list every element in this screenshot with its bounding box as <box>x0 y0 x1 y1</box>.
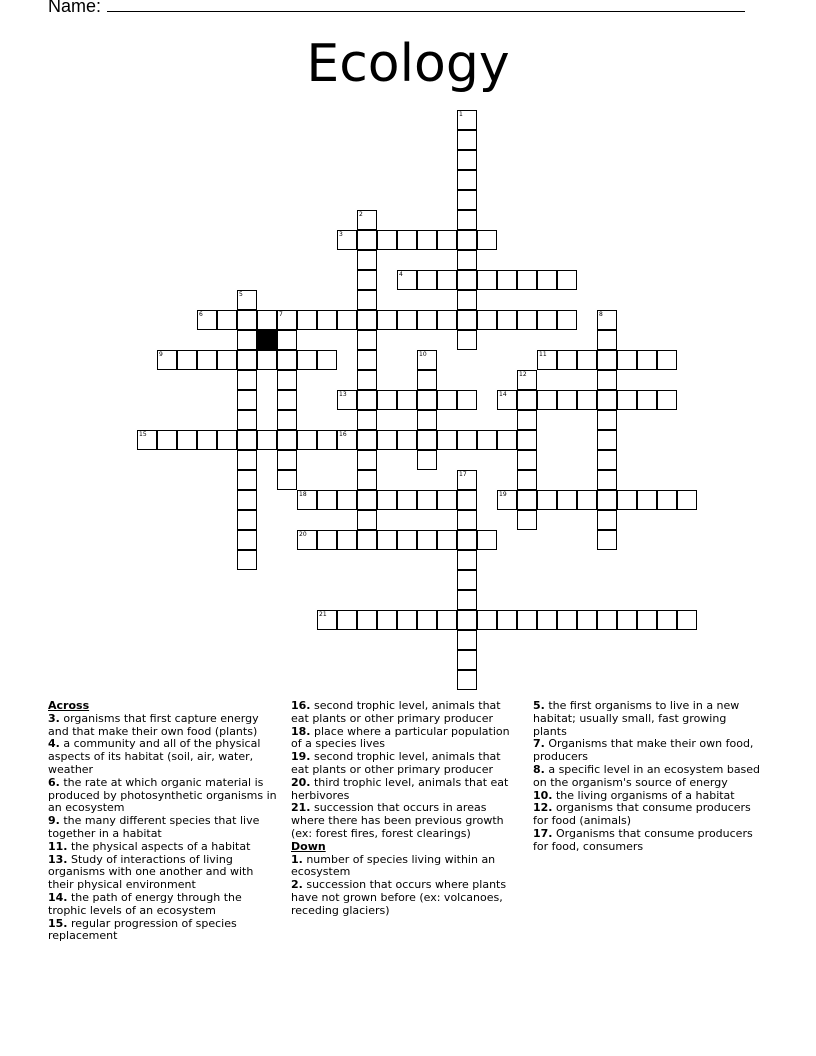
clue-number: 4. <box>48 737 60 751</box>
grid-cell[interactable] <box>497 270 517 290</box>
clue-number: 15 <box>139 431 147 438</box>
grid-cell[interactable] <box>337 530 357 550</box>
grid-cell[interactable] <box>377 610 397 630</box>
down-clue-list-1 <box>291 854 521 918</box>
grid-cell[interactable] <box>357 350 377 370</box>
grid-cell[interactable] <box>357 210 377 230</box>
grid-cell[interactable] <box>277 370 297 390</box>
grid-cell[interactable] <box>457 130 477 150</box>
grid-cell[interactable] <box>457 290 477 310</box>
clue-number: 2 <box>359 211 363 218</box>
clues-column-1 <box>48 700 278 943</box>
grid-cell[interactable] <box>457 390 477 410</box>
clue-number: 17 <box>459 471 467 478</box>
grid-cell[interactable] <box>157 350 177 370</box>
clue-number: 13 <box>339 391 347 398</box>
clue-number: 20 <box>299 531 307 538</box>
grid-cell[interactable] <box>377 390 397 410</box>
grid-cell[interactable] <box>377 530 397 550</box>
grid-cell[interactable] <box>257 430 277 450</box>
grid-cell[interactable] <box>597 310 617 330</box>
clue-number: 11 <box>539 351 547 358</box>
clue-number: 15. <box>48 916 68 930</box>
grid-cell[interactable] <box>357 410 377 430</box>
clue-number: 9 <box>159 351 163 358</box>
clue-text: organisms that consume producers for food (animals) <box>533 801 751 828</box>
grid-cell[interactable] <box>437 230 457 250</box>
grid-cell[interactable] <box>257 350 277 370</box>
grid-cell[interactable] <box>537 390 557 410</box>
grid-cell[interactable] <box>477 610 497 630</box>
clue-text: Study of interactions of living organisms with one another and with their physical environment <box>48 852 254 892</box>
grid-cell[interactable] <box>377 230 397 250</box>
clue-number: 19 <box>499 491 507 498</box>
clue-number: 18. <box>291 724 311 738</box>
clue-text: a specific level in an ecosystem based on the organism's source of energy <box>533 762 761 789</box>
grid-cell[interactable] <box>537 610 557 630</box>
grid-cell[interactable] <box>237 310 257 330</box>
grid-cell[interactable] <box>257 310 277 330</box>
grid-cell[interactable] <box>477 310 497 330</box>
grid-cell[interactable] <box>277 390 297 410</box>
page-title: Ecology <box>306 34 510 94</box>
grid-cell[interactable] <box>657 610 677 630</box>
clue-text: Organisms that consume producers for food, consumers <box>533 826 753 853</box>
grid-cell[interactable] <box>437 530 457 550</box>
grid-cell[interactable] <box>237 530 257 550</box>
grid-cell[interactable] <box>217 310 237 330</box>
grid-cell[interactable] <box>317 430 337 450</box>
grid-cell[interactable] <box>597 350 617 370</box>
clues-column-3 <box>533 700 763 854</box>
grid-cell[interactable] <box>477 530 497 550</box>
grid-cell[interactable] <box>237 350 257 370</box>
grid-cell[interactable] <box>357 330 377 350</box>
across-clue <box>291 726 521 752</box>
grid-cell[interactable] <box>297 350 317 370</box>
grid-cell[interactable] <box>497 390 517 410</box>
grid-cell[interactable] <box>577 490 597 510</box>
grid-cell[interactable] <box>297 530 317 550</box>
grid-cell[interactable] <box>277 330 297 350</box>
grid-cell[interactable] <box>537 310 557 330</box>
grid-cell[interactable] <box>237 430 257 450</box>
grid-cell[interactable] <box>557 490 577 510</box>
grid-cell[interactable] <box>377 430 397 450</box>
grid-cell[interactable] <box>317 530 337 550</box>
grid-cell[interactable] <box>437 490 457 510</box>
grid-cell[interactable] <box>617 490 637 510</box>
grid-cell[interactable] <box>517 490 537 510</box>
clue-number: 13. <box>48 852 68 866</box>
grid-block-cell <box>257 330 277 350</box>
grid-cell[interactable] <box>597 450 617 470</box>
grid-cell[interactable] <box>557 310 577 330</box>
grid-cell[interactable] <box>577 390 597 410</box>
clue-number: 6 <box>199 311 203 318</box>
grid-cell[interactable] <box>437 430 457 450</box>
grid-cell[interactable] <box>237 410 257 430</box>
down-clue <box>533 700 763 738</box>
down-clue <box>291 854 521 880</box>
clue-number: 1. <box>291 852 303 866</box>
down-clue <box>533 802 763 828</box>
grid-cell[interactable] <box>357 250 377 270</box>
grid-cell[interactable] <box>577 350 597 370</box>
clue-text: succession that occurs where plants have not grown before (ex: volcanoes, receding glaciers) <box>291 878 507 917</box>
grid-cell[interactable] <box>417 230 437 250</box>
grid-cell[interactable] <box>397 230 417 250</box>
grid-cell[interactable] <box>457 330 477 350</box>
across-clue <box>291 700 521 726</box>
across-clue <box>48 854 278 892</box>
down-heading: Down <box>291 839 326 853</box>
grid-cell[interactable] <box>677 490 697 510</box>
grid-cell[interactable] <box>637 390 657 410</box>
grid-cell[interactable] <box>417 450 437 470</box>
grid-cell[interactable] <box>457 610 477 630</box>
grid-cell[interactable] <box>397 270 417 290</box>
grid-cell[interactable] <box>457 430 477 450</box>
grid-cell[interactable] <box>497 610 517 630</box>
across-clue <box>48 713 278 739</box>
clue-text: succession that occurs in areas where there has been previous growth (ex: forest fires, forest clearings) <box>291 801 504 840</box>
grid-cell[interactable] <box>457 590 477 610</box>
grid-cell[interactable] <box>357 470 377 490</box>
grid-cell[interactable] <box>357 290 377 310</box>
grid-cell[interactable] <box>457 170 477 190</box>
grid-cell[interactable] <box>417 390 437 410</box>
grid-cell[interactable] <box>397 390 417 410</box>
grid-cell[interactable] <box>457 250 477 270</box>
down-clue-list-2 <box>533 700 763 854</box>
grid-cell[interactable] <box>317 490 337 510</box>
clue-number: 20. <box>291 775 311 789</box>
clue-number: 10 <box>419 351 427 358</box>
grid-cell[interactable] <box>517 430 537 450</box>
grid-cell[interactable] <box>397 610 417 630</box>
grid-cell[interactable] <box>497 310 517 330</box>
grid-cell[interactable] <box>137 430 157 450</box>
grid-cell[interactable] <box>197 310 217 330</box>
grid-cell[interactable] <box>457 270 477 290</box>
clue-text: the many different species that live together in a habitat <box>48 814 260 840</box>
grid-cell[interactable] <box>357 510 377 530</box>
grid-cell[interactable] <box>337 310 357 330</box>
grid-cell[interactable] <box>357 390 377 410</box>
grid-cell[interactable] <box>457 530 477 550</box>
grid-cell[interactable] <box>357 310 377 330</box>
grid-cell[interactable] <box>517 310 537 330</box>
down-clue <box>533 738 763 764</box>
clue-number: 19. <box>291 750 311 764</box>
grid-cell[interactable] <box>537 270 557 290</box>
grid-cell[interactable] <box>517 390 537 410</box>
grid-cell[interactable] <box>337 230 357 250</box>
across-clue-list-1 <box>48 713 278 943</box>
clue-text: the physical aspects of a habitat <box>67 839 251 853</box>
clue-text: a community and all of the physical aspects of its habitat (soil, air, water, weather <box>48 737 261 776</box>
clue-number: 12 <box>519 371 527 378</box>
grid-cell[interactable] <box>277 410 297 430</box>
clue-number: 3. <box>48 711 60 725</box>
grid-cell[interactable] <box>577 610 597 630</box>
grid-cell[interactable] <box>657 350 677 370</box>
grid-cell[interactable] <box>517 510 537 530</box>
clue-number: 14. <box>48 890 68 904</box>
grid-cell[interactable] <box>457 210 477 230</box>
grid-cell[interactable] <box>637 490 657 510</box>
grid-cell[interactable] <box>397 490 417 510</box>
grid-cell[interactable] <box>457 470 477 490</box>
across-clue <box>48 777 278 815</box>
grid-cell[interactable] <box>597 490 617 510</box>
grid-cell[interactable] <box>457 230 477 250</box>
across-clue <box>48 738 278 776</box>
grid-cell[interactable] <box>557 390 577 410</box>
grid-cell[interactable] <box>557 350 577 370</box>
grid-cell[interactable] <box>177 350 197 370</box>
grid-cell[interactable] <box>497 490 517 510</box>
clue-number: 11. <box>48 839 68 853</box>
grid-cell[interactable] <box>557 270 577 290</box>
grid-cell[interactable] <box>357 490 377 510</box>
grid-cell[interactable] <box>237 550 257 570</box>
grid-cell[interactable] <box>417 410 437 430</box>
clue-text: the first organisms to live in a new habitat; usually small, fast growing plants <box>533 699 740 738</box>
grid-cell[interactable] <box>597 510 617 530</box>
across-clue <box>48 918 278 944</box>
grid-cell[interactable] <box>457 550 477 570</box>
clue-number: 5. <box>533 699 545 712</box>
grid-cell[interactable] <box>417 370 437 390</box>
down-clue <box>291 879 521 917</box>
across-clue <box>48 892 278 918</box>
grid-cell[interactable] <box>537 350 557 370</box>
grid-cell[interactable] <box>457 670 477 690</box>
grid-cell[interactable] <box>357 230 377 250</box>
clue-text: the living organisms of a habitat <box>552 788 735 802</box>
clue-text: place where a particular population of a species lives <box>291 724 510 751</box>
clue-text: number of species living within an ecosystem <box>291 852 496 879</box>
grid-cell[interactable] <box>417 430 437 450</box>
clue-number: 1 <box>459 111 463 118</box>
grid-cell[interactable] <box>537 490 557 510</box>
grid-cell[interactable] <box>337 430 357 450</box>
grid-cell[interactable] <box>597 530 617 550</box>
grid-cell[interactable] <box>357 370 377 390</box>
grid-cell[interactable] <box>457 510 477 530</box>
clues-column-2 <box>291 700 521 918</box>
clue-text: second trophic level, animals that eat plants or other primary producer <box>291 699 501 725</box>
grid-cell[interactable] <box>517 270 537 290</box>
grid-cell[interactable] <box>377 490 397 510</box>
grid-cell[interactable] <box>497 430 517 450</box>
grid-cell[interactable] <box>557 610 577 630</box>
clue-text: organisms that first capture energy and that make their own food (plants) <box>48 711 259 738</box>
grid-cell[interactable] <box>457 150 477 170</box>
grid-cell[interactable] <box>597 330 617 350</box>
grid-cell[interactable] <box>457 490 477 510</box>
clue-number: 2. <box>291 878 303 892</box>
across-clue <box>291 802 521 840</box>
grid-cell[interactable] <box>617 350 637 370</box>
grid-cell[interactable] <box>377 310 397 330</box>
clue-number: 6. <box>48 775 60 789</box>
grid-cell[interactable] <box>637 610 657 630</box>
clue-number: 5 <box>239 291 243 298</box>
grid-cell[interactable] <box>277 310 297 330</box>
grid-cell[interactable] <box>477 230 497 250</box>
grid-cell[interactable] <box>417 350 437 370</box>
grid-cell[interactable] <box>437 610 457 630</box>
grid-cell[interactable] <box>597 390 617 410</box>
grid-cell[interactable] <box>417 530 437 550</box>
grid-cell[interactable] <box>417 270 437 290</box>
clue-number: 7 <box>279 311 283 318</box>
grid-cell[interactable] <box>197 350 217 370</box>
clue-number: 10. <box>533 788 553 802</box>
grid-cell[interactable] <box>357 610 377 630</box>
grid-cell[interactable] <box>297 490 317 510</box>
grid-cell[interactable] <box>237 510 257 530</box>
grid-cell[interactable] <box>417 610 437 630</box>
clue-number: 7. <box>533 737 545 751</box>
grid-cell[interactable] <box>457 630 477 650</box>
clue-number: 12. <box>533 801 553 815</box>
grid-cell[interactable] <box>337 490 357 510</box>
down-clue <box>533 828 763 854</box>
grid-cell[interactable] <box>317 610 337 630</box>
grid-cell[interactable] <box>617 610 637 630</box>
grid-cell[interactable] <box>357 450 377 470</box>
clue-number: 21 <box>319 611 327 618</box>
across-clue <box>291 777 521 803</box>
grid-cell[interactable] <box>437 270 457 290</box>
across-clue-list-2 <box>291 700 521 841</box>
grid-cell[interactable] <box>277 350 297 370</box>
clue-text: regular progression of species replacement <box>48 916 237 943</box>
grid-cell[interactable] <box>457 650 477 670</box>
grid-cell[interactable] <box>237 390 257 410</box>
grid-cell[interactable] <box>237 370 257 390</box>
grid-cell[interactable] <box>397 530 417 550</box>
grid-cell[interactable] <box>217 430 237 450</box>
across-clue <box>48 815 278 841</box>
grid-cell[interactable] <box>437 390 457 410</box>
clue-text: second trophic level, animals that eat plants or other primary producer <box>291 750 501 776</box>
grid-cell[interactable] <box>597 610 617 630</box>
grid-cell[interactable] <box>197 430 217 450</box>
grid-cell[interactable] <box>457 110 477 130</box>
grid-cell[interactable] <box>517 370 537 390</box>
grid-cell[interactable] <box>317 310 337 330</box>
grid-cell[interactable] <box>277 470 297 490</box>
grid-cell[interactable] <box>237 330 257 350</box>
grid-cell[interactable] <box>397 310 417 330</box>
grid-cell[interactable] <box>457 570 477 590</box>
across-heading: Across <box>48 699 90 712</box>
grid-cell[interactable] <box>657 390 677 410</box>
down-clue <box>533 764 763 790</box>
grid-cell[interactable] <box>237 490 257 510</box>
grid-cell[interactable] <box>417 310 437 330</box>
grid-cell[interactable] <box>297 310 317 330</box>
clue-number: 16 <box>339 431 347 438</box>
clue-number: 14 <box>499 391 507 398</box>
grid-cell[interactable] <box>397 430 417 450</box>
grid-cell[interactable] <box>597 410 617 430</box>
grid-cell[interactable] <box>437 310 457 330</box>
grid-cell[interactable] <box>317 350 337 370</box>
grid-cell[interactable] <box>237 470 257 490</box>
grid-cell[interactable] <box>517 470 537 490</box>
grid-cell[interactable] <box>517 610 537 630</box>
clue-text: the path of energy through the trophic levels of an ecosystem <box>48 890 242 917</box>
grid-cell[interactable] <box>477 270 497 290</box>
clue-number: 17. <box>533 826 553 840</box>
clue-number: 3 <box>339 231 343 238</box>
grid-cell[interactable] <box>677 610 697 630</box>
grid-cell[interactable] <box>517 410 537 430</box>
grid-cell[interactable] <box>457 190 477 210</box>
grid-cell[interactable] <box>617 390 637 410</box>
grid-cell[interactable] <box>337 390 357 410</box>
grid-cell[interactable] <box>477 430 497 450</box>
clue-number: 8. <box>533 762 545 776</box>
grid-cell[interactable] <box>657 490 677 510</box>
grid-cell[interactable] <box>297 430 317 450</box>
grid-cell[interactable] <box>277 430 297 450</box>
grid-cell[interactable] <box>157 430 177 450</box>
grid-cell[interactable] <box>597 470 617 490</box>
grid-cell[interactable] <box>357 270 377 290</box>
grid-cell[interactable] <box>337 610 357 630</box>
grid-cell[interactable] <box>597 370 617 390</box>
clue-number: 18 <box>299 491 307 498</box>
clue-number: 8 <box>599 311 603 318</box>
grid-cell[interactable] <box>357 530 377 550</box>
clue-text: third trophic level, animals that eat herbivores <box>291 775 509 802</box>
clue-number: 16. <box>291 699 311 712</box>
name-label: Name: <box>48 0 102 16</box>
clue-text: Organisms that make their own food, producers <box>533 737 754 764</box>
grid-cell[interactable] <box>597 430 617 450</box>
grid-cell[interactable] <box>237 290 257 310</box>
clue-number: 21. <box>291 801 311 815</box>
grid-cell[interactable] <box>637 350 657 370</box>
across-clue <box>291 751 521 777</box>
grid-cell[interactable] <box>177 430 197 450</box>
grid-cell[interactable] <box>417 490 437 510</box>
clue-number: 4 <box>399 271 403 278</box>
grid-cell[interactable] <box>237 450 257 470</box>
grid-cell[interactable] <box>517 450 537 470</box>
grid-cell[interactable] <box>457 310 477 330</box>
grid-cell[interactable] <box>277 450 297 470</box>
grid-cell[interactable] <box>357 430 377 450</box>
grid-cell[interactable] <box>217 350 237 370</box>
clue-number: 9. <box>48 814 60 828</box>
clue-text: the rate at which organic material is produced by photosynthetic organisms in an ecosystem <box>48 775 277 815</box>
